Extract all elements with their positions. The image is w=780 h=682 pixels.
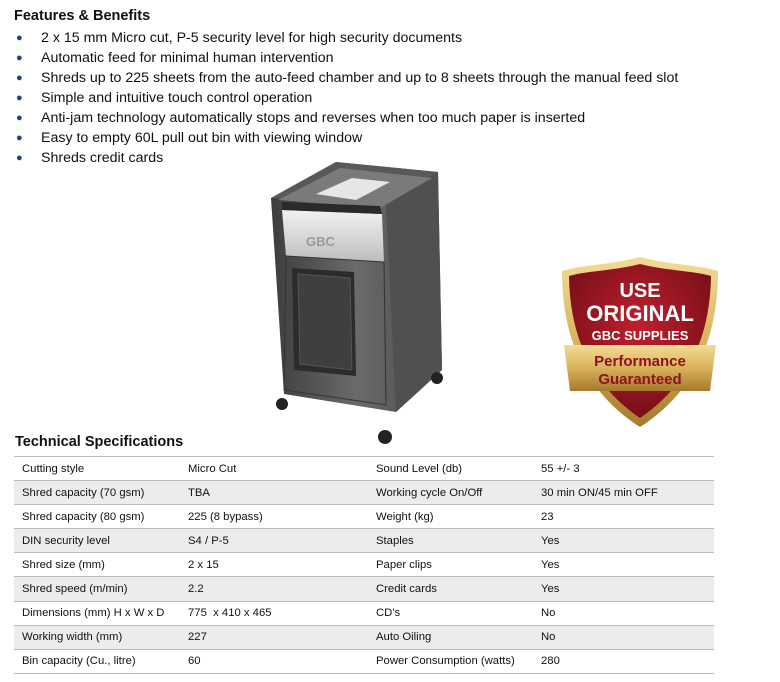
spec-value: 55 +/- 3 <box>541 462 580 475</box>
table-row <box>14 529 714 553</box>
feature-item: ● 2 x 15 mm Micro cut, P-5 security level for high security documents <box>16 30 463 46</box>
bullet-icon: ● <box>16 72 23 84</box>
feature-item: ● Shreds up to 225 sheets from the auto-feed chamber and up to 8 sheets through the manual feed slot <box>16 70 679 86</box>
table-row <box>14 553 714 577</box>
spec-label: Weight (kg) <box>376 510 434 523</box>
spec-label: Staples <box>376 534 414 547</box>
spec-label: DIN security level <box>22 534 110 547</box>
spec-value: 2.2 <box>188 583 204 596</box>
spec-label: CD's <box>376 607 401 620</box>
table-row <box>14 505 714 529</box>
spec-value: Micro Cut <box>188 462 237 475</box>
spec-label: Shred size (mm) <box>22 558 105 571</box>
features-list <box>14 28 678 168</box>
table-row <box>14 481 714 505</box>
feature-item: ● Shreds credit cards <box>16 150 164 166</box>
paper-shredder-image <box>256 150 456 450</box>
table-row <box>14 649 714 673</box>
spec-value: 2 x 15 <box>188 558 219 571</box>
spec-value: 60 <box>188 655 201 668</box>
features-title: Features & Benefits <box>14 8 151 24</box>
spec-label: Bin capacity (Cu., litre) <box>22 655 136 668</box>
specs-table <box>14 456 714 674</box>
spec-label: Shred speed (m/min) <box>22 583 128 596</box>
spec-label: Power Consumption (watts) <box>376 655 515 668</box>
table-row <box>14 625 714 649</box>
spec-value: 30 min ON/45 min OFF <box>541 486 658 499</box>
spec-value: 280 <box>541 655 560 668</box>
bullet-icon: ● <box>16 32 23 44</box>
spec-label: Shred capacity (80 gsm) <box>22 510 145 523</box>
bullet-icon: ● <box>16 152 23 164</box>
spec-label: Sound Level (db) <box>376 462 463 475</box>
spec-value: 775 x 410 x 465 <box>188 607 272 620</box>
feature-item: ● Automatic feed for minimal human intervention <box>16 50 334 66</box>
spec-value: 23 <box>541 510 554 523</box>
badge-ribbon1: Performance <box>594 353 686 370</box>
spec-value: S4 / P-5 <box>188 534 229 547</box>
badge-line2: ORIGINAL <box>586 301 694 326</box>
spec-label: Working cycle On/Off <box>376 486 483 499</box>
brand-logo: GBC <box>306 234 335 249</box>
feature-item: ● Anti-jam technology automatically stops and reverses when too much paper is inserted <box>16 110 586 126</box>
bullet-icon: ● <box>16 52 23 64</box>
spec-label: Shred capacity (70 gsm) <box>22 486 145 499</box>
spec-label: Auto Oiling <box>376 631 432 644</box>
spec-label: Dimensions (mm) H x W x D <box>22 607 165 620</box>
bullet-icon: ● <box>16 132 23 144</box>
badge-line1: USE <box>619 280 661 302</box>
table-row <box>14 457 714 481</box>
spec-label: Credit cards <box>376 583 437 596</box>
specs-title: Technical Specifications <box>15 434 184 450</box>
bullet-icon: ● <box>16 92 23 104</box>
spec-value: Yes <box>541 558 560 571</box>
original-supplies-badge <box>560 255 720 430</box>
spec-value: No <box>541 631 556 644</box>
table-row <box>14 577 714 601</box>
spec-label: Working width (mm) <box>22 631 123 644</box>
badge-ribbon2: Guaranteed <box>598 371 682 388</box>
spec-value: Yes <box>541 583 560 596</box>
spec-label: Cutting style <box>22 462 85 475</box>
spec-value: 227 <box>188 631 207 644</box>
spec-value: TBA <box>188 486 210 499</box>
badge-line3: GBC SUPPLIES <box>591 328 689 343</box>
feature-item: ● Simple and intuitive touch control operation <box>16 90 313 106</box>
table-row <box>14 601 714 625</box>
bullet-icon: ● <box>16 112 23 124</box>
spec-value: 225 (8 bypass) <box>188 510 263 523</box>
feature-item: ● Easy to empty 60L pull out bin with viewing window <box>16 130 363 146</box>
spec-value: Yes <box>541 534 560 547</box>
spec-value: No <box>541 607 556 620</box>
spec-label: Paper clips <box>376 558 432 571</box>
